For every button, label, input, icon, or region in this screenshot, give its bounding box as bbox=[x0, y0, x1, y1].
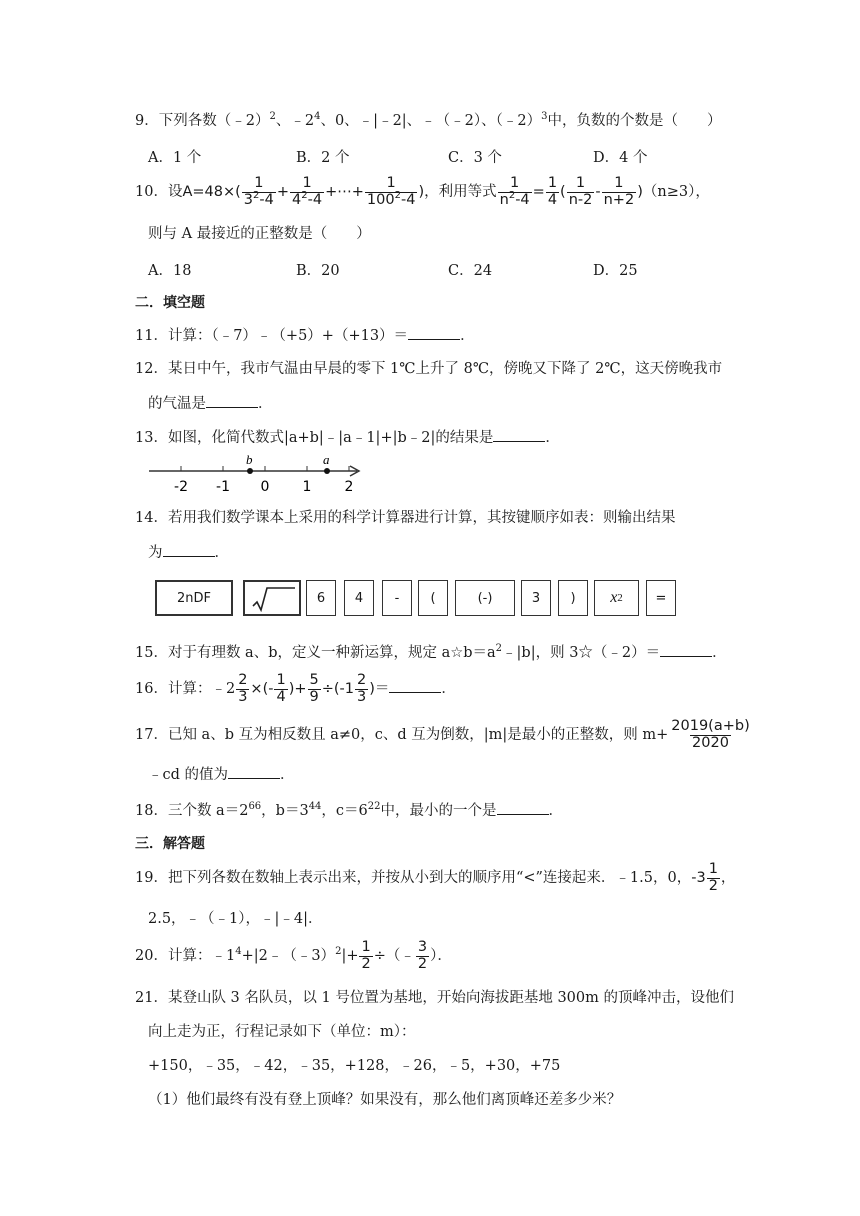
key-equals: = bbox=[646, 580, 676, 616]
fraction: $\frac{1}{100^2-4}$ bbox=[366, 175, 416, 208]
key-6: 6 bbox=[306, 580, 336, 616]
question-14-line2: 为 ． bbox=[148, 542, 229, 563]
question-19-line2: 2.5，﹣（﹣1），﹣|﹣4|． bbox=[148, 911, 323, 927]
question-17-line2: ﹣cd 的值为 ． bbox=[148, 764, 295, 785]
option-a: A．18 bbox=[148, 263, 192, 279]
option-d: D．4 个 bbox=[593, 150, 648, 166]
key-2ndf: 2nDF bbox=[155, 580, 233, 616]
key-3: 3 bbox=[521, 580, 551, 616]
fraction: $\frac{1}{4^2-4}$ bbox=[292, 175, 323, 208]
answer-blank bbox=[163, 542, 215, 557]
key-open-paren: ( bbox=[418, 580, 448, 616]
question-13: 13．如图，化简代数式|a+b|﹣|a﹣1|+|b﹣2|的结果是 ． bbox=[135, 427, 560, 448]
fraction: $\frac{1}{n^2-4}$ bbox=[499, 175, 530, 208]
option-c: C．24 bbox=[448, 263, 493, 279]
question-10: 10．设A=48×( $\frac{1}{3^2-4}$ + $\frac{1}{4^2-4}$ +⋯+ $\frac{1}{100^2-4}$ )，利用等式 $\frac{1}{n^2-4}$ = $\frac{1}{4}$ ( $\frac{1}{n-2}$ - $\frac{1}{n+2}$ )（n≥3）， bbox=[135, 175, 710, 208]
key-minus: - bbox=[382, 580, 412, 616]
key-negative: (-) bbox=[455, 580, 515, 616]
tick-label: -1 bbox=[216, 479, 230, 495]
point-b-dot bbox=[247, 468, 253, 474]
question-21: 21．某登山队 3 名队员，以 1 号位置为基地，开始向海拔距基地 300m 的顶峰冲击，设他们 bbox=[135, 990, 734, 1006]
option-b: B．20 bbox=[296, 263, 340, 279]
point-a-label: a bbox=[323, 455, 330, 467]
question-9: 9．下列各数（﹣2）$^2$、$﹣2^4$、0、﹣|﹣2|、﹣（﹣2）、（﹣2）$^3$中，负数的个数是（ ） bbox=[135, 111, 722, 129]
section-heading-solutions: 三．解答题 bbox=[135, 836, 205, 852]
sqrt-icon bbox=[251, 584, 297, 612]
option-a: A．1 个 bbox=[148, 150, 202, 166]
question-18: 18．三个数 $a=2^{66}$，$b=3^{44}$，$c=6^{22}$中，最小的一个是 ． bbox=[135, 801, 564, 819]
tick-label: 2 bbox=[344, 479, 354, 495]
answer-blank bbox=[497, 800, 549, 815]
answer-blank bbox=[660, 642, 712, 657]
question-21-line2: 向上走为正，行程记录如下（单位：m）： bbox=[148, 1024, 416, 1040]
question-14: 14．若用我们数学课本上采用的科学计算器进行计算，其按键顺序如表：则输出结果 bbox=[135, 510, 676, 526]
fraction: $\frac{1}{n+2}$ bbox=[603, 175, 635, 208]
question-21-sub1: （1）他们最终有没有登上顶峰？如果没有，那么他们离顶峰还差多少米？ bbox=[148, 1092, 622, 1108]
question-21-records: +150，﹣35，﹣42，﹣35，+128，﹣26，﹣5，+30，+75 bbox=[148, 1058, 561, 1074]
question-12: 12．某日中午，我市气温由早晨的零下 1℃上升了 8℃，傍晚又下降了 2℃，这天傍晚我市 bbox=[135, 361, 723, 377]
question-16: 16．计算：﹣2 $\frac{2}{3}$ ×(- $\frac{1}{4}$ )+ $\frac{5}{9}$ ÷(-1 $\frac{2}{3}$ )＝ ． bbox=[135, 672, 456, 705]
answer-blank bbox=[408, 325, 460, 340]
question-15: 15．对于有理数 a、b，定义一种新运算，规定 $a☆b=a^2﹣|b|$，则 3☆（﹣2）＝ ． bbox=[135, 643, 727, 661]
key-4: 4 bbox=[344, 580, 374, 616]
answer-blank bbox=[206, 393, 258, 408]
answer-blank bbox=[228, 764, 280, 779]
question-number: 9． bbox=[135, 113, 159, 129]
point-a-dot bbox=[324, 468, 330, 474]
key-close-paren: ) bbox=[558, 580, 588, 616]
answer-blank bbox=[493, 427, 545, 442]
tick-label: 1 bbox=[302, 479, 312, 495]
question-12-line2: 的气温是 ． bbox=[148, 393, 273, 414]
number-line bbox=[145, 455, 370, 495]
question-11: 11．计算：（﹣7）﹣（+5）+（+13）＝ ． bbox=[135, 325, 475, 346]
question-19: 19．把下列各数在数轴上表示出来，并按从小到大的顺序用“<”连接起来．﹣1.5，0，-3 $\frac{1}{2}$ ， bbox=[135, 861, 736, 894]
answer-blank bbox=[389, 678, 441, 693]
question-10-line2: 则与 A 最接近的正整数是（ ） bbox=[148, 226, 371, 242]
tick-label: -2 bbox=[174, 479, 188, 495]
section-heading-fill-in: 二．填空题 bbox=[135, 295, 205, 311]
question-17: 17．已知 a、b 互为相反数且 a≠0，c、d 互为倒数，|m|是最小的正整数，则 m+ $\frac{2019(a+b)}{2020}$ bbox=[135, 718, 750, 751]
key-sqrt bbox=[243, 580, 301, 616]
option-d: D．25 bbox=[593, 263, 638, 279]
tick-label: 0 bbox=[260, 479, 270, 495]
fraction: $\frac{1}{3^2-4}$ bbox=[243, 175, 274, 208]
point-b-label: b bbox=[246, 455, 253, 467]
question-20: 20．计算：$﹣1^4+|2﹣(﹣3)^2|+$ $\frac{1}{2}$ ÷（﹣ $\frac{3}{2}$ ）． bbox=[135, 939, 452, 972]
option-b: B．2 个 bbox=[296, 150, 350, 166]
key-x-squared: x 2 bbox=[594, 580, 639, 616]
option-c: C．3 个 bbox=[448, 150, 502, 166]
fraction: $\frac{1}{n-2}$ bbox=[568, 175, 593, 208]
fraction: $\frac{1}{4}$ bbox=[547, 175, 558, 208]
